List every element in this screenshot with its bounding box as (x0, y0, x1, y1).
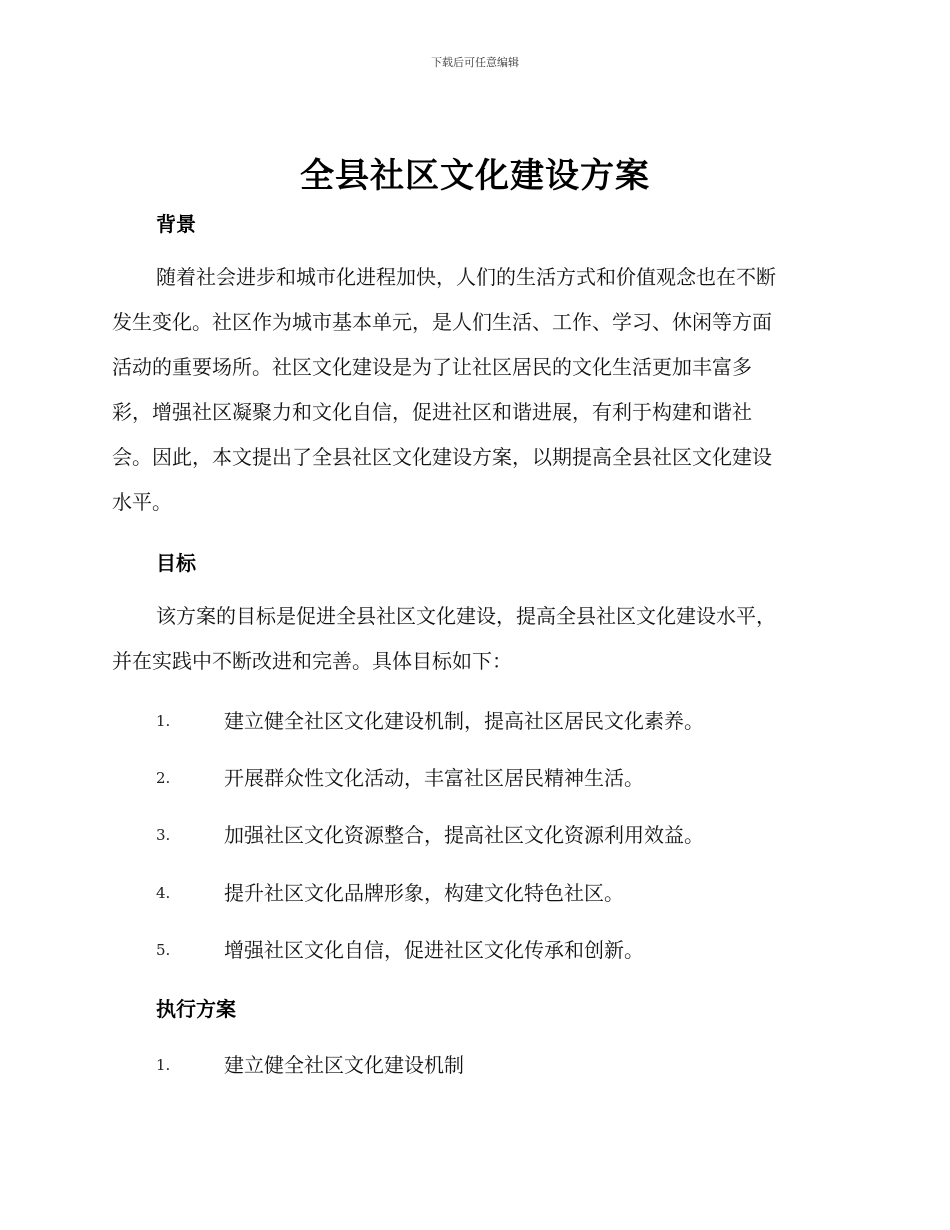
list-item-number: 2. (156, 769, 171, 787)
implementation-list-item (156, 1050, 846, 1080)
goal-list-item (156, 878, 846, 908)
paragraph-line: 彩，增强社区凝聚力和文化自信，促进社区和谐进展，有利于构建和谐社 (112, 400, 752, 424)
paragraph-line: 随着社会进步和城市化进程加快，人们的生活方式和价值观念也在不断 (156, 265, 776, 289)
paragraph-line: 会。因此，本文提出了全县社区文化建设方案，以期提高全县社区文化建设 (112, 445, 772, 469)
list-item-number: 1. (156, 712, 171, 730)
goal-list-item (156, 763, 846, 793)
header-note: 下载后可任意编辑 (431, 56, 519, 69)
goal-list-item (156, 935, 846, 965)
list-item-text: 加强社区文化资源整合，提高社区文化资源利用效益。 (224, 823, 704, 847)
section-heading-background: 背景 (156, 212, 196, 236)
list-item-number: 3. (156, 826, 171, 844)
list-item-text: 增强社区文化自信，促进社区文化传承和创新。 (224, 938, 644, 962)
paragraph-line: 并在实践中不断改进和完善。具体目标如下： (112, 649, 512, 673)
list-item-text: 建立健全社区文化建设机制 (224, 1053, 464, 1077)
goals-paragraph (112, 594, 838, 684)
goal-list-item (156, 820, 846, 850)
paragraph-line: 发生变化。社区作为城市基本单元，是人们生活、工作、学习、休闲等方面 (112, 310, 772, 334)
background-paragraph (112, 255, 838, 525)
paragraph-line: 水平。 (112, 490, 172, 514)
goal-list-item (156, 706, 846, 736)
list-item-number: 5. (156, 941, 171, 959)
list-item-text: 开展群众性文化活动，丰富社区居民精神生活。 (224, 766, 644, 790)
paragraph-line: 该方案的目标是促进全县社区文化建设，提高全县社区文化建设水平， (156, 604, 776, 628)
list-item-number: 4. (156, 884, 171, 902)
list-item-text: 建立健全社区文化建设机制，提高社区居民文化素养。 (224, 709, 704, 733)
document-title: 全县社区文化建设方案 (300, 156, 650, 196)
section-heading-goals: 目标 (156, 551, 196, 575)
paragraph-line: 活动的重要场所。社区文化建设是为了让社区居民的文化生活更加丰富多 (112, 355, 752, 379)
list-item-number: 1. (156, 1056, 171, 1074)
section-heading-implementation: 执行方案 (156, 997, 236, 1021)
list-item-text: 提升社区文化品牌形象，构建文化特色社区。 (224, 881, 624, 905)
